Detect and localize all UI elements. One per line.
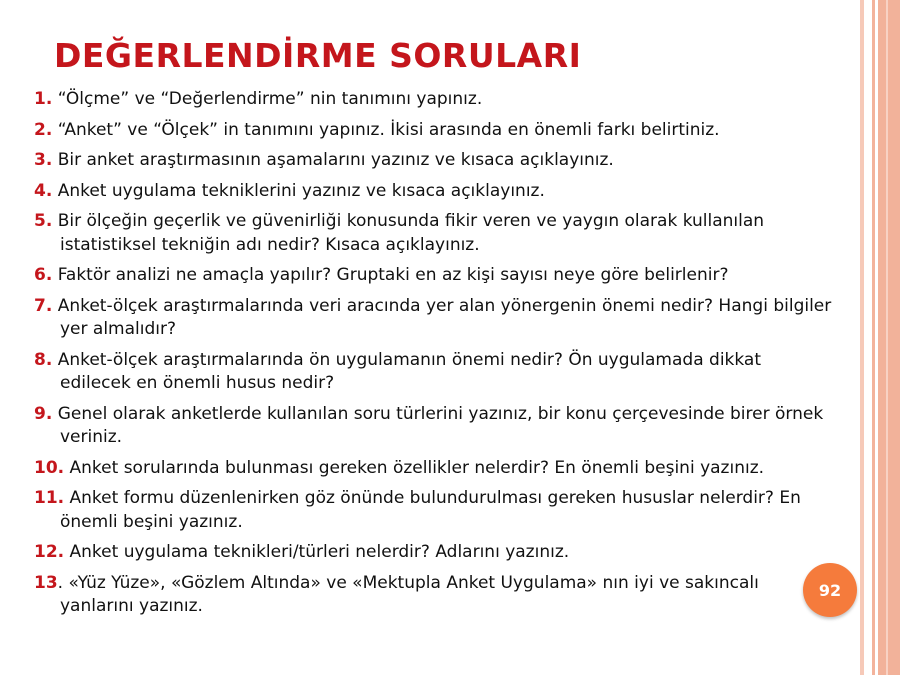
question-item [34,541,834,565]
question-number: 1. [34,89,53,109]
question-number: 11. [34,488,65,508]
question-text: “Ölçme” ve “Değerlendirme” nin tanımını yapınız. [57,89,483,109]
question-text: Bir anket araştırmasının aşamalarını yazınız ve kısaca açıklayınız. [57,150,614,170]
question-item [34,119,834,143]
question-item [34,180,834,204]
question-number: 13 [34,572,58,593]
border-stripe-thin [860,0,864,675]
question-number: 9. [34,403,53,424]
question-text: Anket formu düzenlenirken göz önünde bulundurulması gereken hususlar nelerdir? En önemli beşini yazınız. [60,488,801,532]
border-stripe-wide [878,0,900,675]
question-item [34,572,834,619]
question-item [34,349,834,396]
slide-title: DEĞERLENDİRME SORULARI [54,36,582,75]
question-number: 6. [34,265,53,285]
question-item [34,149,834,173]
question-text: Anket uygulama teknikleri/türleri nelerdir? Adlarını yazınız. [69,542,570,562]
question-number: 10. [34,457,65,478]
question-text: . «Yüz Yüze», «Gözlem Altında» ve «Mektupla Anket Uygulama» nın iyi ve sakıncalı yanlarını yazınız. [57,572,759,616]
border-stripe-mid [872,0,875,675]
question-number: 5. [34,211,53,231]
question-text: Anket sorularında bulunması gereken özellikler nelerdir? En önemli beşini yazınız. [69,457,765,478]
question-item [34,88,834,112]
question-text: Anket-ölçek araştırmalarında veri aracında yer alan yönergenin önemi nedir? Hangi bilgiler yer almalıdır? [57,295,832,339]
question-list [34,88,834,626]
question-text: Anket-ölçek araştırmalarında ön uygulamanın önemi nedir? Ön uygulamada dikkat edilecek en önemli husus nedir? [57,349,762,393]
question-number: 4. [34,180,53,201]
question-item [34,295,834,342]
decorative-border-stripes [860,0,900,675]
question-item [34,264,834,288]
question-text: “Anket” ve “Ölçek” in tanımını yapınız. İkisi arasında en önemli farkı belirtiniz. [57,119,720,140]
question-text: Bir ölçeğin geçerlik ve güvenirliği konusunda fikir veren ve yaygın olarak kullanılan istatistiksel tekniğin adı nedir? Kısaca açıklayınız. [57,211,765,255]
question-text: Genel olarak anketlerde kullanılan soru türlerini yazınız, bir konu çerçevesinde birer örnek veriniz. [57,403,824,447]
question-item [34,457,834,481]
question-text: Faktör analizi ne amaçla yapılır? Gruptaki en az kişi sayısı neye göre belirlenir? [57,265,729,285]
question-number: 8. [34,349,53,370]
question-text: Anket uygulama tekniklerini yazınız ve kısaca açıklayınız. [57,180,545,201]
question-item [34,403,834,450]
question-number: 2. [34,119,53,140]
question-number: 12. [34,542,65,562]
question-number: 3. [34,150,53,170]
question-item [34,487,834,534]
question-number: 7. [34,295,53,316]
question-item [34,210,834,257]
page-number-badge: 92 [803,563,857,617]
